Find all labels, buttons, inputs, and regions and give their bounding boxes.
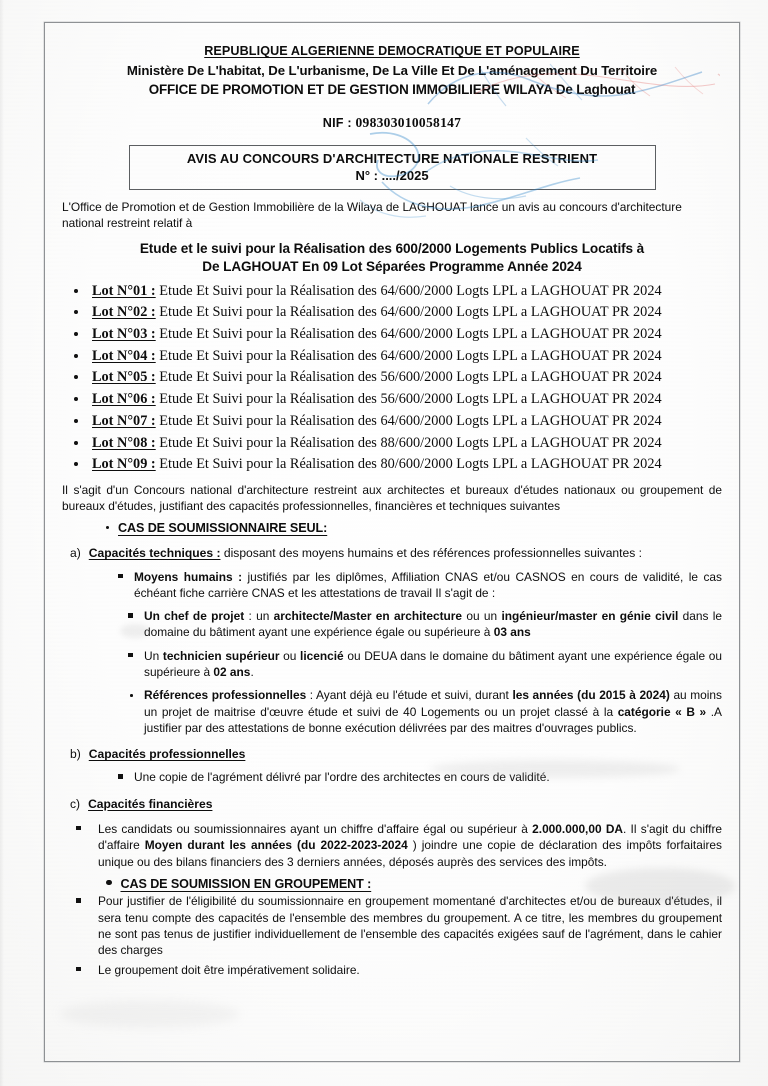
bullet-square-icon	[76, 826, 81, 831]
chief-bold1: architecte/Master en architecture	[273, 609, 463, 624]
bullet-dot-icon	[74, 441, 78, 445]
list-item	[62, 281, 722, 303]
section-heading-label: CAS DE SOUMISSION EN GROUPEMENT :	[120, 877, 372, 892]
ref-title: Références professionnelles	[144, 688, 307, 703]
list-item	[62, 302, 722, 324]
item-a-technical-capacities	[70, 545, 722, 561]
lot-label: Lot N°06 :	[92, 391, 156, 408]
bullet-dot-icon	[74, 419, 78, 423]
section-heading-label: CAS DE SOUMISSIONNAIRE SEUL:	[118, 521, 328, 536]
bullet-technician	[128, 648, 722, 681]
lot-text: Etude Et Suivi pour la Réalisation des 64/600/2000 Logts LPL a LAGHOUAT PR 2024	[159, 347, 662, 364]
nif-label: NIF :	[322, 116, 352, 130]
intro-paragraph: L'Office de Promotion et de Gestion Immobilière de la Wilaya de LAGHOUAT lance un avis au concours d'architecture national restreint relatif à	[62, 200, 682, 231]
bullet-title: Un chef de projet	[144, 609, 245, 624]
bullet-dot-icon	[74, 375, 78, 379]
ref-bold2: catégorie « B »	[617, 704, 707, 719]
bullet-dot-icon	[74, 462, 78, 466]
page-fold-shadow	[0, 0, 4, 1086]
item-marker: c)	[70, 796, 81, 811]
tech-bold1: technicien supérieur	[162, 648, 280, 663]
bullet-turnover-requirement	[76, 821, 722, 870]
chief-part3: dans le domaine du bâtiment ayant une expérience égale ou supérieure à	[144, 609, 722, 640]
tech-part1: Un	[144, 648, 163, 663]
bullet-dot-icon	[74, 310, 78, 314]
bullet-dot-icon	[130, 694, 133, 697]
bullet-square-icon	[76, 967, 81, 972]
bullet-dot-icon	[74, 332, 78, 336]
lot-label: Lot N°08 :	[92, 434, 156, 451]
nif-line	[62, 115, 722, 131]
object-title-line1: Etude et le suivi pour la Réalisation des 600/2000 Logements Publics Locatifs à	[139, 240, 645, 256]
bullet-square-icon	[118, 574, 123, 579]
bullet-group-eligibility	[76, 893, 722, 959]
bullet-dot-icon	[106, 526, 109, 529]
item-marker: a)	[70, 546, 81, 561]
republic-heading: REPUBLIQUE ALGERIENNE DEMOCRATIQUE ET POPULAIRE	[204, 44, 580, 58]
bullet-professional-references	[128, 687, 722, 736]
document-header	[62, 44, 722, 131]
lot-text: Etude Et Suivi pour la Réalisation des 64/600/2000 Logts LPL a LAGHOUAT PR 2024	[159, 325, 662, 342]
list-item	[62, 367, 722, 389]
section-heading-single-bidder	[106, 521, 722, 535]
bullet-square-icon	[128, 653, 133, 658]
chief-bold2: ingénieur/master en génie civil	[501, 609, 679, 624]
bullet-text: Une copie de l'agrément délivré par l'ordre des architectes en cours de validité.	[134, 770, 550, 785]
object-title-line2: De LAGHOUAT En 09 Lot Séparées Programme Année 2024	[202, 259, 582, 275]
tech-part4: .	[250, 665, 254, 680]
lot-label: Lot N°09 :	[92, 456, 156, 473]
notice-number: N° : ..../2025	[355, 168, 429, 183]
bullet-text: justifiés par les diplômes, Affiliation CNAS et/ou CASNOS en cours de validité, le cas échéant fiche carrière CNAS et les attestations de travail Il s'agit de :	[134, 569, 722, 600]
ref-bold1: les années (du 2015 à 2024)	[512, 688, 670, 703]
bullet-square-icon	[118, 774, 123, 779]
notice-title: AVIS AU CONCOURS D'ARCHITECTURE NATIONALE RESTRIENT	[186, 151, 598, 166]
scope-paragraph: Il s'agit d'un Concours national d'architecture restreint aux architectes et bureaux d'études nationaux ou groupement de bureaux d'études, justifiant des capacités professionnelles, financières et techniques suivantes	[62, 483, 722, 514]
lot-text: Etude Et Suivi pour la Réalisation des 64/600/2000 Logts LPL a LAGHOUAT PR 2024	[159, 282, 662, 299]
bullet-square-icon	[76, 898, 81, 903]
lot-label: Lot N°03 :	[92, 325, 156, 342]
lot-text: Etude Et Suivi pour la Réalisation des 80/600/2000 Logts LPL a LAGHOUAT PR 2024	[159, 456, 662, 473]
fin-bold2: Moyen durant les années (du 2022-2023-2024	[144, 838, 408, 853]
ref-part3: .A justifier par des attestations de bonne exécution délivrées par des maitres d'ouvrages publics.	[144, 704, 722, 735]
bullet-project-chief	[128, 608, 722, 641]
lot-label: Lot N°04 :	[92, 347, 156, 364]
tech-bold2: licencié	[300, 648, 344, 663]
chief-part1: : un	[244, 609, 274, 624]
nif-value: 098303010058147	[355, 115, 462, 130]
item-body	[89, 545, 642, 561]
chief-bold3: 03 ans	[493, 625, 531, 640]
lot-text: Etude Et Suivi pour la Réalisation des 56/600/2000 Logts LPL a LAGHOUAT PR 2024	[159, 391, 662, 408]
list-item	[62, 346, 722, 368]
fin-part2: . Il s'agit du chiffre d'affaire	[98, 821, 723, 853]
fin-bold1: 2.000.000,00 DA	[532, 821, 624, 836]
lot-label: Lot N°02 :	[92, 304, 156, 321]
lot-text: Etude Et Suivi pour la Réalisation des 56/600/2000 Logts LPL a LAGHOUAT PR 2024	[159, 369, 662, 386]
item-title: Capacités professionnelles	[88, 747, 246, 762]
document-content	[48, 26, 736, 1060]
bullet-title: Moyens humains :	[134, 569, 243, 584]
list-item	[62, 454, 722, 476]
bullet-human-means	[118, 569, 722, 602]
lot-text: Etude Et Suivi pour la Réalisation des 64/600/2000 Logts LPL a LAGHOUAT PR 2024	[159, 412, 662, 429]
bullet-dot-icon	[74, 289, 78, 293]
bullet-dot-icon	[106, 880, 112, 886]
lot-label: Lot N°05 :	[92, 369, 156, 386]
bullet-group-solidarity	[76, 962, 722, 978]
office-heading: OFFICE DE PROMOTION ET DE GESTION IMMOBILIERE WILAYA De Laghouat	[148, 82, 636, 97]
lot-label: Lot N°01 :	[92, 282, 156, 299]
item-title: Capacités techniques :	[88, 546, 221, 561]
ref-part1: : Ayant déjà eu l'étude et suivi, durant	[306, 688, 513, 703]
object-title	[62, 240, 722, 277]
tech-bold3: 02 ans	[213, 665, 251, 680]
bullet-dot-icon	[74, 354, 78, 358]
item-text: disposant des moyens humains et des références professionnelles suivantes :	[220, 546, 642, 561]
ref-part2: au moins un projet de maitrise d'œuvre étude et suivi de 40 Logements ou un projet classé à la	[144, 688, 722, 719]
bullet-agrement-copy	[118, 769, 722, 785]
lot-text: Etude Et Suivi pour la Réalisation des 88/600/2000 Logts LPL a LAGHOUAT PR 2024	[159, 434, 662, 451]
lot-label: Lot N°07 :	[92, 412, 156, 429]
item-b-professional-capacities	[70, 746, 722, 762]
list-item	[62, 411, 722, 433]
list-item	[62, 433, 722, 455]
chief-part2: ou un	[462, 609, 502, 624]
list-item	[62, 389, 722, 411]
bullet-text: Pour justifier de l'éligibilité du soumissionnaire en groupement momentané d'architectes et/ou de bureaux d'études, il sera tenu compte des capacités de l'ensemble des membres du groupement. A ce titre, les membres du groupement ne sont pas tenus de justifier individuellement de l'ensemble des capacités exigées sauf de l'agrément, dans le cahier des charges	[98, 894, 722, 958]
bullet-square-icon	[128, 613, 133, 618]
bullet-text: Le groupement doit être impérativement solidaire.	[98, 962, 360, 977]
ministry-heading: Ministère De L'habitat, De L'urbanisme, De La Ville Et De L'aménagement Du Territoire	[126, 63, 658, 78]
list-item	[62, 324, 722, 346]
fin-part1: Les candidats ou soumissionnaires ayant un chiffre d'affaire égal ou supérieur à	[98, 821, 533, 836]
lot-text: Etude Et Suivi pour la Réalisation des 64/600/2000 Logts LPL a LAGHOUAT PR 2024	[159, 304, 662, 321]
tech-part2: ou	[279, 648, 301, 663]
item-marker: b)	[70, 747, 81, 762]
item-c-financial-capacities	[70, 796, 722, 812]
section-heading-group-bid	[106, 877, 722, 891]
lots-list	[62, 281, 722, 476]
item-title: Capacités financières	[88, 796, 213, 811]
tech-part3: ou DEUA dans le domaine du bâtiment ayant une expérience égale ou supérieure à	[144, 648, 722, 680]
fin-part3: ) joindre une copie de déclaration des impôts forfaitaires unique ou des bilans financiers des 3 derniers années, déposés auprès des services des impôts.	[98, 838, 722, 869]
bullet-dot-icon	[74, 397, 78, 401]
notice-title-box	[129, 145, 656, 190]
